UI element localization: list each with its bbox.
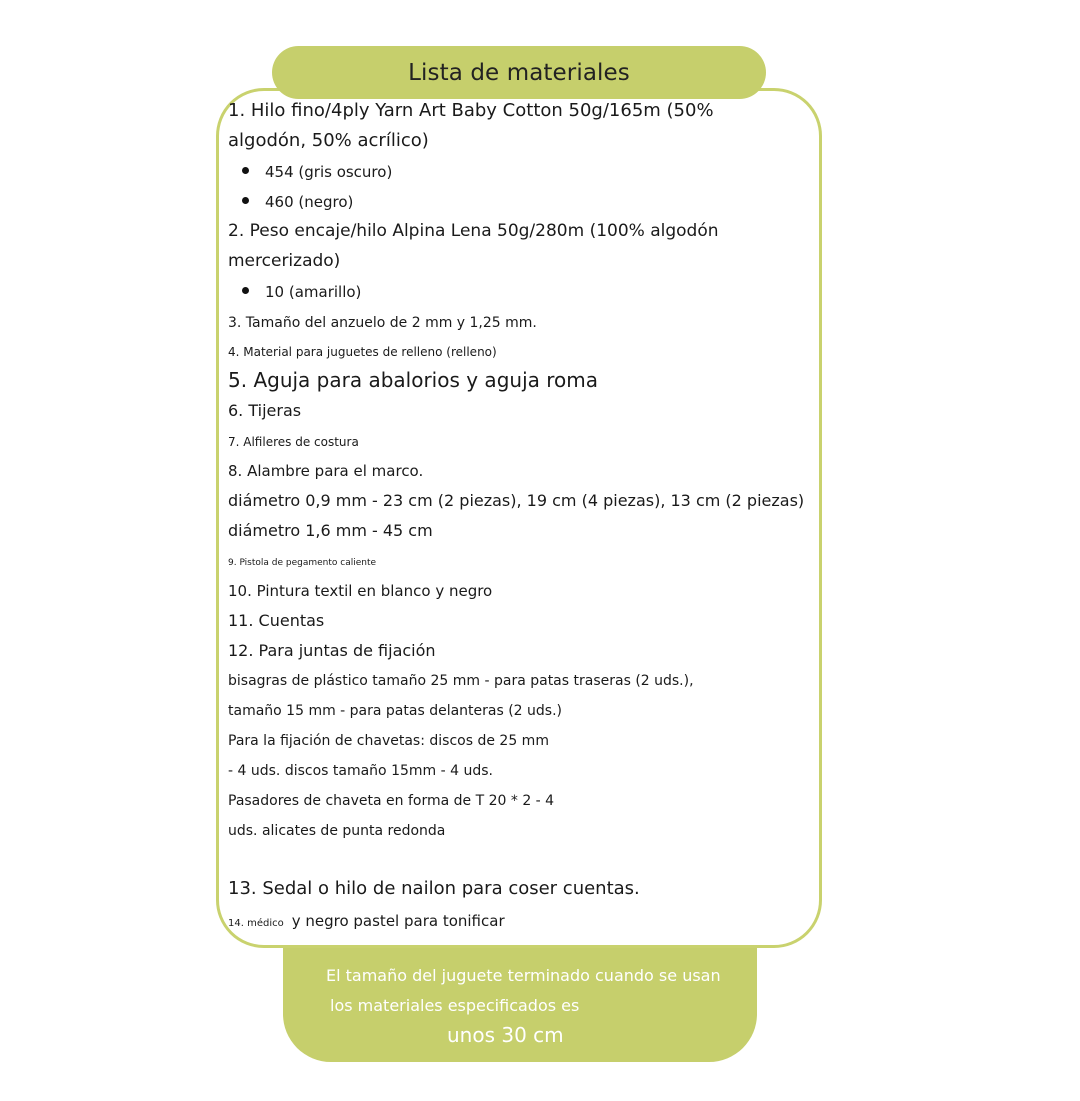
item-1-line-1: 1. Hilo fino/4ply Yarn Art Baby Cotton 50g/165m (50% (228, 100, 714, 121)
item-1-line-2: algodón, 50% acrílico) (228, 130, 429, 151)
item-3: 3. Tamaño del anzuelo de 2 mm y 1,25 mm. (228, 315, 537, 331)
item-1-sub-2 (242, 193, 353, 211)
item-14-prefix: 14. médico (228, 918, 284, 929)
item-1-sub-1 (242, 163, 392, 181)
item-12-line-6: Pasadores de chaveta en forma de T 20 * 2 - 4 (228, 793, 555, 809)
item-12-line-5: - 4 uds. discos tamaño 15mm - 4 uds. (228, 763, 493, 779)
item-6: 6. Tijeras (228, 401, 302, 420)
item-14-text: y negro pastel para tonificar (291, 912, 505, 930)
item-8-line-1: 8. Alambre para el marco. (228, 462, 424, 480)
result-size-text-line1: El tamaño del juguete terminado cuando se usan (326, 966, 721, 985)
item-11: 11. Cuentas (228, 611, 325, 630)
item-2-line-1: 2. Peso encaje/hilo Alpina Lena 50g/280m (100% algodón (228, 221, 719, 241)
item-13: 13. Sedal o hilo de nailon para coser cuentas. (228, 878, 640, 899)
item-4: 4. Material para juguetes de relleno (relleno) (228, 345, 497, 359)
title-banner (272, 46, 766, 99)
bullet-icon (242, 287, 249, 294)
bullet-icon (242, 197, 249, 204)
item-1-sub-1-text: 454 (gris oscuro) (265, 163, 393, 181)
page-title: Lista de materiales (408, 59, 630, 86)
item-8-line-3: diámetro 1,6 mm - 45 cm (228, 521, 433, 540)
item-7: 7. Alfileres de costura (228, 435, 359, 449)
item-12-line-4: Para la fijación de chavetas: discos de 25 mm (228, 733, 549, 749)
result-size-value: unos 30 cm (447, 1023, 564, 1047)
item-12-line-3: tamaño 15 mm - para patas delanteras (2 uds.) (228, 703, 563, 719)
item-8-line-2: diámetro 0,9 mm - 23 cm (2 piezas), 19 cm (4 piezas), 13 cm (2 piezas) (228, 491, 805, 510)
item-12-line-1: 12. Para juntas de fijación (228, 641, 436, 660)
item-1-sub-2-text: 460 (negro) (265, 193, 354, 211)
result-size-text-line2: los materiales especificados es (330, 996, 580, 1015)
item-2-sub-1 (242, 283, 361, 301)
item-12-line-2: bisagras de plástico tamaño 25 mm - para patas traseras (2 uds.), (228, 673, 694, 689)
bullet-icon (242, 167, 249, 174)
materials-card (216, 88, 822, 948)
item-5: 5. Aguja para abalorios y aguja roma (228, 368, 598, 392)
item-14 (228, 911, 505, 930)
item-9: 9. Pistola de pegamento caliente (228, 558, 377, 568)
result-size-panel (283, 948, 757, 1062)
item-2-line-2: mercerizado) (228, 251, 341, 271)
item-10: 10. Pintura textil en blanco y negro (228, 582, 493, 600)
item-12-line-7: uds. alicates de punta redonda (228, 823, 446, 839)
item-2-sub-1-text: 10 (amarillo) (265, 283, 362, 301)
